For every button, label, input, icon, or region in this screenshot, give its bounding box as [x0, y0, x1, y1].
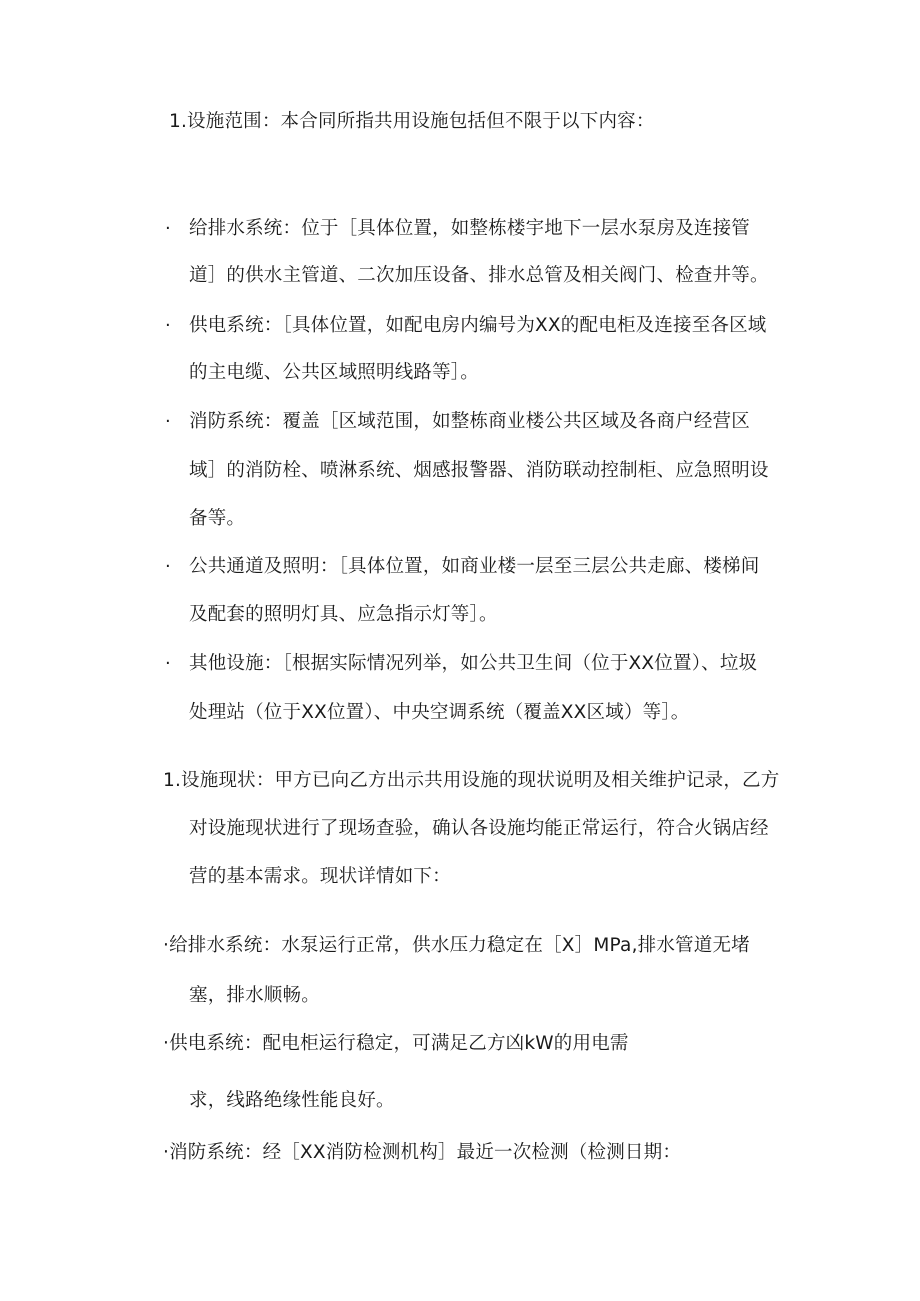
bullet-marker: ·: [165, 653, 171, 674]
water-system-line-1: 给排水系统：位于［具体位置，如整栋楼宇地下一层水泵房及连接管: [189, 218, 751, 239]
section2-line-3: 营的基本需求。现状详情如下：: [189, 866, 451, 887]
corridor-line-2: 及配套的照明灯具、应急指示灯等］。: [189, 604, 498, 625]
bullet-marker: ·: [165, 315, 171, 336]
power-system-line-2: 的主电缆、公共区域照明线路等］。: [189, 362, 479, 383]
other-facilities-line-2: 处理站（位于XX位置）、中央空调系统（覆盖XX区域）等］。: [189, 702, 690, 723]
other-facilities-line-1: 其他设施：［根据实际情况列举，如公共卫生间（位于XX位置）、垃圾: [189, 653, 758, 674]
bullet-marker: ·: [165, 218, 171, 239]
power-system-line-1: 供电系统：［具体位置，如配电房内编号为XX的配电柜及连接至各区域: [189, 315, 767, 336]
power-status-line-2: 求，线路绝缘性能良好。: [189, 1090, 395, 1111]
fire-status-line-1: ·消防系统：经［XX消防检测机构］最近一次检测（检测日期：: [163, 1142, 682, 1163]
power-status-line-1: ·供电系统：配电柜运行稳定，可满足乙方凶kW的用电需: [163, 1033, 629, 1054]
fire-system-line-1: 消防系统：覆盖［区域范围，如整栋商业楼公共区域及各商户经营区: [189, 411, 751, 432]
corridor-line-1: 公共通道及照明：［具体位置，如商业楼一层至三层公共走廊、楼梯间: [189, 556, 760, 577]
water-status-line-1: ·给排水系统：水泵运行正常，供水压力稳定在［X］MPa,排水管道无堵: [163, 935, 750, 956]
water-system-line-2: 道］的供水主管道、二次加压设备、排水总管及相关阀门、检查井等。: [189, 265, 769, 286]
section2-line-2: 对设施现状进行了现场查验，确认各设施均能正常运行，符合火锅店经: [189, 818, 769, 839]
water-status-line-2: 塞，排水顺畅。: [189, 985, 320, 1006]
section2-line-1: 1.设施现状：甲方已向乙方出示共用设施的现状说明及相关维护记录，乙方: [163, 770, 780, 791]
section1-heading: 1.设施范围：本合同所指共用设施包括但不限于以下内容：: [169, 111, 655, 132]
fire-system-line-2: 域］的消防栓、喷淋系统、烟感报警器、消防联动控制柜、应急照明设: [189, 460, 769, 481]
bullet-marker: ·: [165, 411, 171, 432]
bullet-marker: ·: [165, 556, 171, 577]
fire-system-line-3: 备等。: [189, 508, 246, 529]
